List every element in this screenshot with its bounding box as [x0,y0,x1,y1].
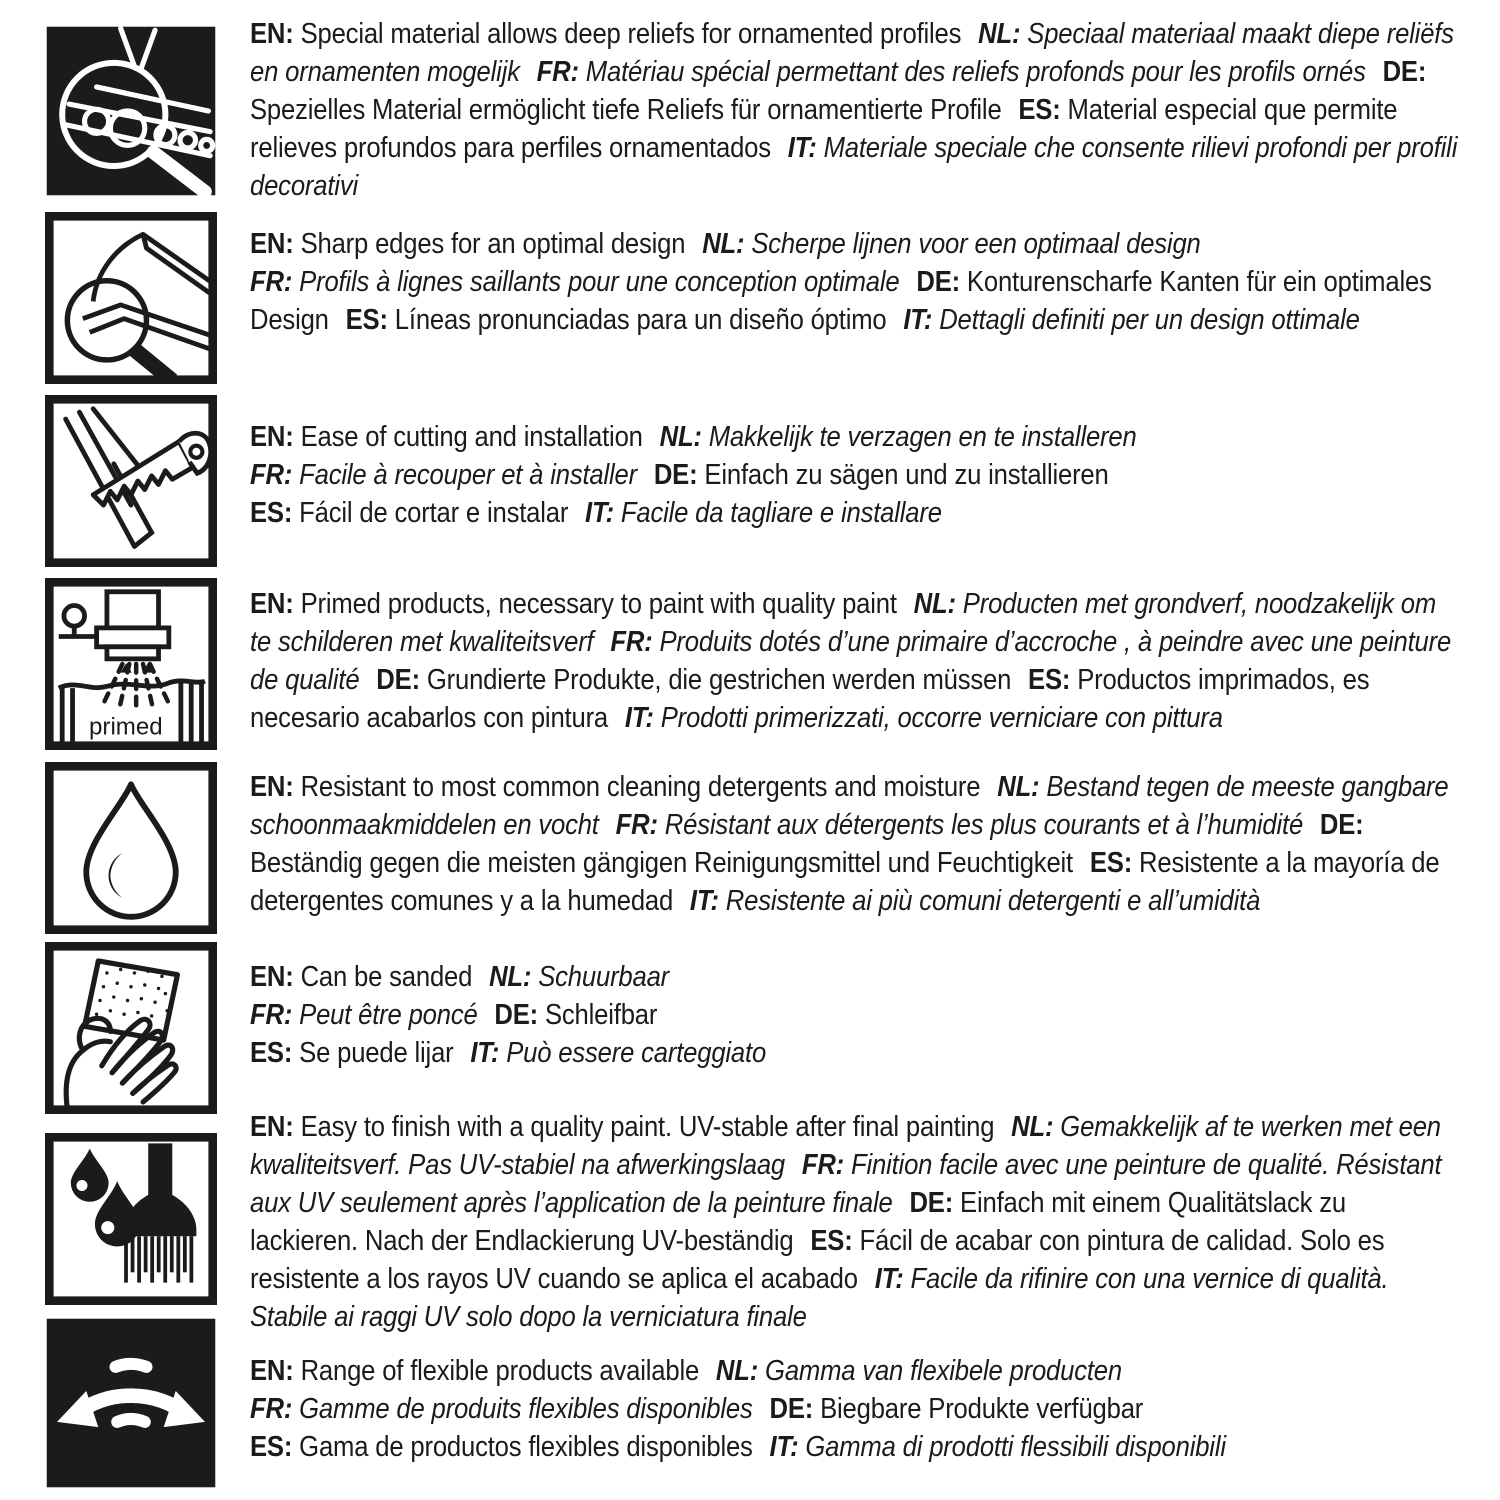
lang-segment [494,999,657,1031]
language-label: NL: [715,1355,759,1387]
lang-segment [250,1111,994,1143]
feature-text [250,1108,1461,1336]
language-label: FR: [536,56,579,88]
language-label: IT: [874,1263,904,1295]
language-label: DE: [494,999,539,1031]
lang-segment [250,961,472,993]
feature-description: Facile à recouper et à installer [299,459,637,491]
feature-description: Spezielles Material ermöglicht tiefe Reliefs für ornamentierte Profile [250,94,1002,126]
lang-segment [376,664,1011,696]
lang-segment [250,228,685,260]
feature-description: Beständig gegen die meisten gängigen Reinigungsmittel und Feuchtigkeit [250,847,1074,879]
language-label: EN: [250,18,294,50]
feature-description: Speciaal materiaal maakt diepe reliëfs en ornamenten mogelijk [250,18,1454,88]
sharp-edges-magnifier-icon [45,212,217,384]
feature-description: Fácil de acabar con pintura de calidad. Solo es resistente a los rayos UV cuando se aplica el acabado [250,1225,1385,1295]
language-label: IT: [689,885,719,917]
feature-description: Materiale speciale che consente rilievi profondi per profili decorativi [250,132,1458,202]
language-label: DE: [653,459,698,491]
language-label: NL: [702,228,745,260]
language-label: EN: [250,771,294,803]
language-label: NL: [913,588,956,620]
feature-description: Gama de productos flexibles disponibles [299,1431,753,1463]
lang-segment [654,459,1109,491]
feature-text [250,15,1461,205]
language-label: ES: [1018,94,1061,126]
lang-segment [250,459,637,491]
feature-description: Facile da tagliare e installare [620,497,942,529]
lang-segment [716,1355,1122,1387]
lang-segment [250,266,900,298]
language-label: FR: [250,459,293,491]
lang-segment [250,771,980,803]
language-label: DE: [1319,809,1364,841]
feature-description: Peut être poncé [299,999,478,1031]
feature-description: Special material allows deep reliefs for ornamented profiles [300,18,962,50]
lang-segment [489,961,669,993]
feature-description: Sharp edges for an optimal design [300,228,686,260]
moisture-drop-icon [45,762,217,934]
feature-description: Scherpe lijnen voor een optimaal design [751,228,1201,260]
lang-segment [660,421,1137,453]
language-label: IT: [470,1037,500,1069]
lang-segment [769,1393,1143,1425]
language-label: ES: [1028,664,1071,696]
feature-description: Resistant to most common cleaning detergents and moisture [300,771,981,803]
feature-description: Résistant aux détergents les plus courants et à l’humidité [664,809,1304,841]
lang-segment [616,809,1303,841]
lang-segment [250,1431,753,1463]
feature-description: Range of flexible products available [300,1355,700,1387]
flexible-arrow-icon [45,1317,217,1489]
feature-text [250,585,1461,737]
language-label: FR: [250,266,293,298]
language-label: IT: [585,497,614,529]
language-label: IT: [787,132,817,164]
language-label: DE: [916,266,960,298]
lang-segment [770,1431,1226,1463]
language-label: FR: [801,1149,845,1181]
feature-description: Schleifbar [544,999,658,1031]
language-label: NL: [978,18,1021,50]
deep-relief-magnifier-icon [45,25,217,197]
feature-description: Gemakkelijk af te werken met een kwaliteitsverf. Pas UV-stabiel na afwerkingslaag [250,1111,1441,1181]
feature-text [250,768,1461,920]
feature-description: Gamme de produits flexibles disponibles [299,1393,753,1425]
feature-description: Primed products, necessary to paint with quality paint [300,588,897,620]
language-label: DE: [909,1187,954,1219]
feature-description: Dettagli definiti per un design ottimale [939,304,1360,336]
feature-description: Se puede lijar [299,1037,454,1069]
lang-segment [250,497,568,529]
lang-segment [250,588,897,620]
feature-description: Líneas pronunciadas para un diseño óptimo [394,304,887,336]
language-label: ES: [250,1431,293,1463]
language-label: DE: [769,1393,814,1425]
language-label: NL: [997,771,1040,803]
feature-description: Producten met grondverf, noodzakelijk om te schilderen met kwaliteitsverf [250,588,1437,658]
feature-text [250,418,1461,532]
feature-description: Easy to finish with a quality paint. UV-stable after final painting [300,1111,995,1143]
paint-drops-brush-icon [45,1133,217,1305]
lang-segment [690,885,1260,917]
feature-text [250,1352,1461,1466]
feature-description: Makkelijk te verzagen en te installeren [708,421,1137,453]
language-label: FR: [615,809,658,841]
lang-segment [346,304,887,336]
feature-description: Resistente a la mayoría de detergentes comunes y a la humedad [250,847,1440,917]
lang-segment [250,1037,454,1069]
language-label: FR: [250,999,293,1031]
feature-description: Einfach zu sägen und zu installieren [704,459,1109,491]
feature-text [250,225,1461,339]
language-label: EN: [250,961,294,993]
lang-segment [250,18,961,50]
feature-text [250,958,1461,1072]
feature-description: Can be sanded [300,961,473,993]
language-label: ES: [250,497,293,529]
lang-segment [903,304,1359,336]
feature-description: Material especial que permite relieves profundos para perfiles ornamentados [250,94,1398,164]
feature-description: Resistente ai più comuni detergenti e all’umidità [725,885,1261,917]
feature-description: Fácil de cortar e instalar [299,497,569,529]
feature-description: Schuurbaar [538,961,670,993]
lang-segment [250,999,478,1031]
feature-description: Profils à lignes saillants pour une conception optimale [299,266,900,298]
feature-description: Prodotti primerizzati, occorre verniciare con pittura [660,702,1223,734]
language-label: ES: [345,304,388,336]
lang-segment [250,1355,699,1387]
feature-description: Ease of cutting and installation [300,421,643,453]
feature-description: Bestand tegen de meeste gangbare schoonmaakmiddelen en vocht [250,771,1449,841]
language-label: IT: [624,702,654,734]
feature-description: Biegbare Produkte verfügbar [820,1393,1144,1425]
lang-segment [585,497,942,529]
feature-description: Gamma di prodotti flessibili disponibili [805,1431,1226,1463]
feature-description: Grundierte Produkte, die gestrichen werden müssen [426,664,1012,696]
language-label: EN: [250,421,294,453]
feature-description: Facile da rifinire con una vernice di qualità. Stabile ai raggi UV solo dopo la verniciatura finale [250,1263,1389,1333]
feature-description: Gamma van flexibele producten [765,1355,1122,1387]
language-label: EN: [250,588,294,620]
feature-description: Konturenscharfe Kanten für ein optimales Design [250,266,1432,336]
lang-segment [537,56,1366,88]
language-label: NL: [1011,1111,1054,1143]
language-label: EN: [250,1355,294,1387]
sanding-hand-icon [45,942,217,1114]
feature-description: Matériau spécial permettant des reliefs profonds pour les profils ornés [585,56,1366,88]
language-label: FR: [610,626,653,658]
language-label: EN: [250,228,294,260]
language-label: ES: [250,1037,293,1069]
primed-label: primed [89,713,163,741]
language-label: IT: [903,304,933,336]
saw-cutting-icon [45,395,217,567]
language-label: IT: [769,1431,799,1463]
lang-segment [250,1393,753,1425]
language-label: EN: [250,1111,294,1143]
primer-spray-icon [45,578,217,750]
feature-description: Finition facile avec une peinture de qualité. Résistant aux UV seulement après l’application de la peinture finale [250,1149,1442,1219]
language-label: NL: [659,421,702,453]
feature-description: Productos imprimados, es necesario acabarlos con pintura [250,664,1370,734]
language-label: DE: [376,664,420,696]
language-label: FR: [250,1393,293,1425]
language-label: ES: [1089,847,1133,879]
lang-segment [625,702,1223,734]
lang-segment [250,421,643,453]
language-label: DE: [1382,56,1427,88]
language-label: NL: [489,961,532,993]
feature-description: Produits dotés d’une primaire d’accroche , à peindre avec une peinture de qualité [250,626,1452,696]
feature-description: Può essere carteggiato [506,1037,767,1069]
feature-description: Einfach mit einem Qualitätslack zu lackieren. Nach der Endlackierung UV-beständig [250,1187,1346,1257]
lang-segment [702,228,1200,260]
language-label: ES: [810,1225,853,1257]
lang-segment [470,1037,766,1069]
